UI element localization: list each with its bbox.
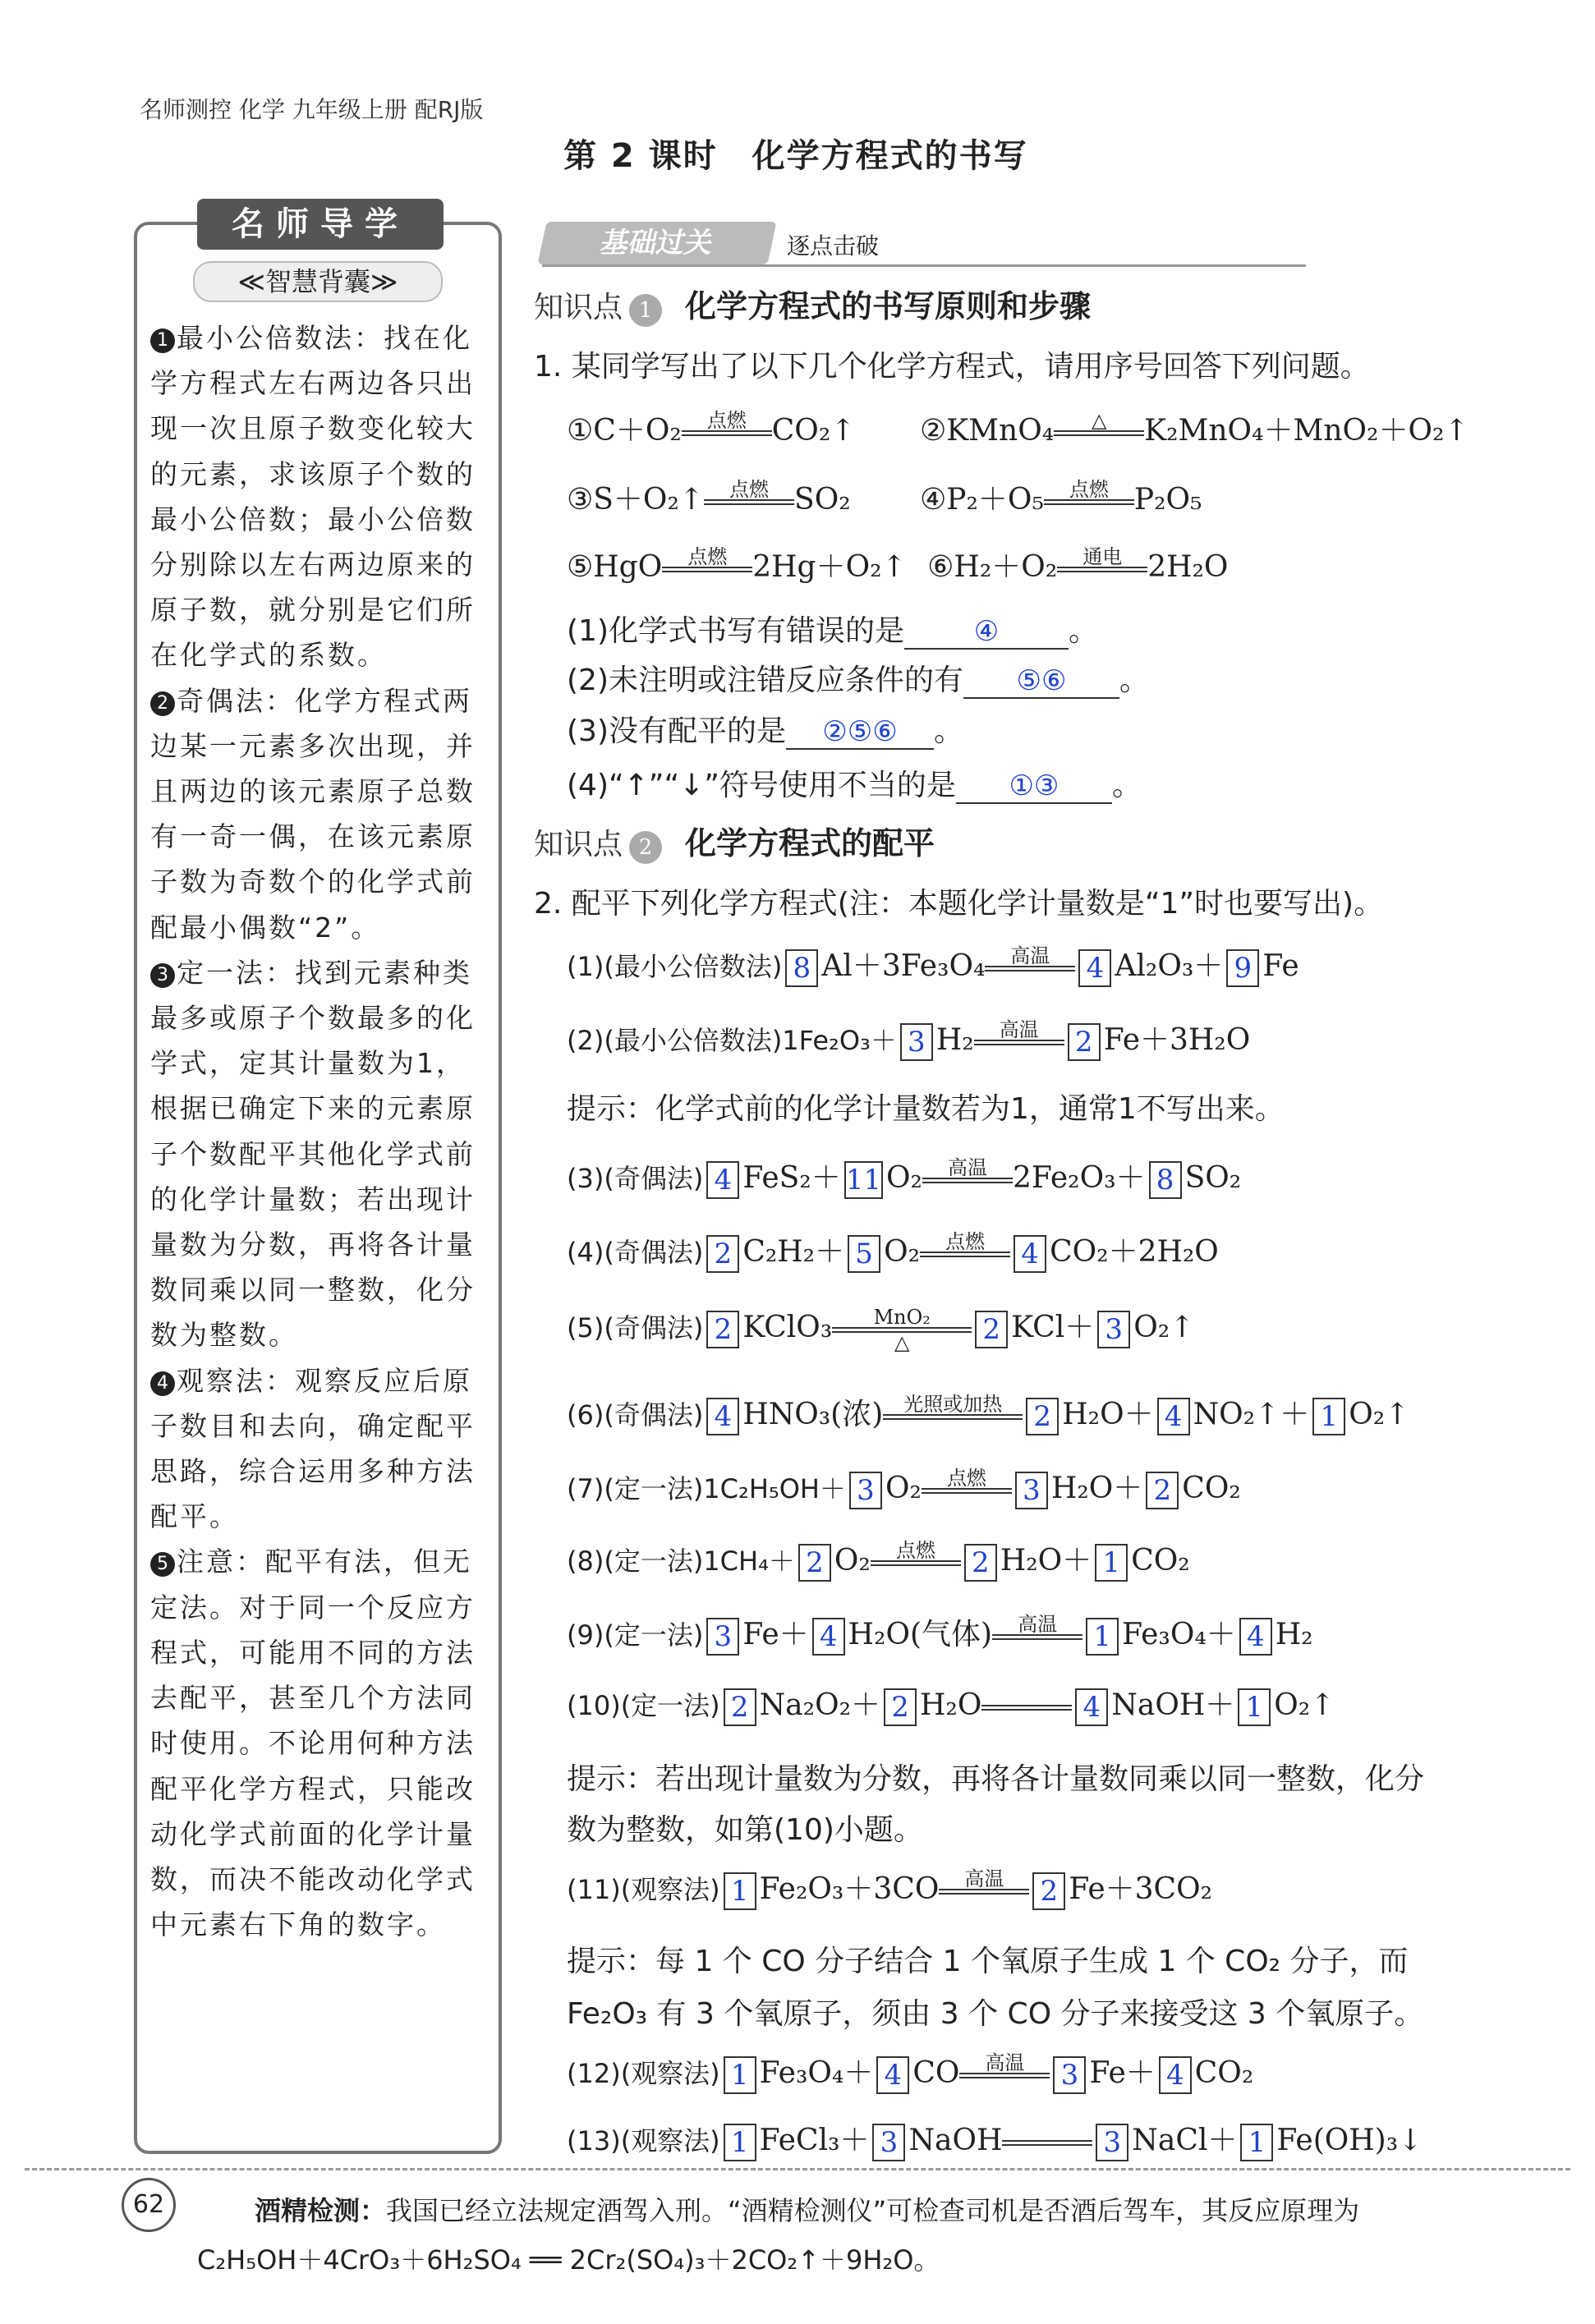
sidebar-tips [150,315,487,1947]
formula-text: Fe＋3CO₂ [1069,1872,1213,1906]
footer-note: 酒精检测：我国已经立法规定酒驾入刑。“酒精检测仪”可检查司机是否酒后驾车，其反应原理为 C₂H₅OH＋4CrO₃＋6H₂SO₄ ══ 2Cr₂(SO₄)₃＋2CO₂↑＋9H₂O。 [197,2195,1360,2276]
coefficient-box: 2 [884,1688,917,1726]
formula-text: FeCl₃＋ [759,2124,870,2157]
coefficient-box: 2 [706,1311,739,1348]
coefficient-box: 5 [848,1235,880,1273]
coefficient-box: 3 [706,1618,739,1656]
formula-text: NaOH [908,2124,1003,2157]
equation-row: ①C＋O₂ 点燃 CO₂↑ [567,407,855,456]
reaction-arrow-icon: 点燃 [682,411,772,456]
number-badge-icon: 3 [150,963,175,988]
coefficient-box: 8 [1149,1161,1182,1199]
formula-text: NO₂↑＋ [1193,1398,1310,1431]
reaction-arrow-icon: 光照或加热 [883,1394,1023,1440]
sub-question: (4)“↑”“↓”符号使用不当的是 ①③ 。 [567,769,1142,802]
sub-question: (2)未注明或注错反应条件的有 ⑤⑥ 。 [567,664,1150,697]
answer-text: ⑤⑥ [1016,664,1067,697]
formula-text: H₂O(气体) [848,1618,993,1651]
balancing-equation-row [567,1229,1219,1277]
reaction-arrow-icon: 点燃 [704,480,794,525]
coefficient-box: 3 [872,2124,905,2161]
formula-text: H₂O＋ [1050,1472,1143,1505]
formula-text: CO₂ [1182,1472,1241,1505]
formula-text: O₂↑ [1274,1688,1335,1722]
formula-text: Fe₃O₄＋ [759,2056,874,2090]
coefficient-box: 3 [900,1023,933,1061]
equation-label: (5)(奇偶法) [567,1312,704,1343]
coefficient-box: 3 [1053,2056,1086,2094]
formula-text: CO₂ [1131,1544,1190,1578]
coefficient-box: 2 [1026,1398,1059,1435]
coefficient-box: 4 [1157,1398,1190,1435]
coefficient-box: 2 [1032,1872,1065,1910]
balancing-equation-row [567,1611,1313,1660]
balancing-equation-row [567,1391,1409,1440]
formula-text: Fe＋ [1089,2056,1156,2090]
coefficient-box: 1 [1086,1618,1119,1656]
tip-item: 2 奇偶法：化学方程式两边某一元素多次出现，并且两边的该元素原子总数有一奇一偶，在该元素原子数为奇数个的化学式前配最小偶数“2”。 [150,684,476,944]
coefficient-box: 4 [1075,1688,1108,1726]
reaction-arrow-icon: 高温 [985,946,1075,991]
hint-text: 提示：化学式前的化学计量数若为1，通常1不写出来。 [567,1092,1285,1126]
reaction-arrow-icon: MnO₂ △ [832,1307,972,1353]
section-band: 基础过关 [537,222,776,264]
coefficient-box: 3 [1096,2124,1128,2161]
balancing-equation-row [567,2050,1253,2098]
formula-text: O₂ [885,1472,922,1505]
formula-text: Al＋3Fe₃O₄ [821,949,986,983]
reaction-arrow-icon: 高温 [974,1020,1064,1065]
formula-text: HNO₃(浓) [742,1398,884,1431]
coefficient-box: 2 [1068,1023,1101,1061]
formula-text: H₂ [935,1023,974,1057]
formula-text: NaOH＋ [1111,1688,1235,1722]
reaction-arrow-icon: 点燃 [920,1232,1010,1277]
tip-item: 1 最小公倍数法：找在化学方程式左右两边各只出现一次且原子数变化较大的元素，求该原子个数的最小公倍数；最小公倍数分别除以左右两边原来的原子数，就分别是它们所在化学式的系数。 [150,322,476,672]
equation-label: (8)(定一法)1CH₄＋ [567,1546,795,1577]
section-band-subtitle: 逐点击破 [787,232,880,259]
balancing-equation-row [567,943,1299,991]
coefficient-box: 3 [1097,1311,1130,1348]
reaction-arrow-icon: 点燃 [1044,480,1134,525]
coefficient-box: 4 [876,2056,909,2094]
coefficient-box: 2 [964,1544,997,1582]
formula-text: FeS₂＋ [742,1161,841,1195]
balancing-equation-row [567,1866,1212,1914]
formula-text: O₂ [886,1161,922,1195]
formula-text: Fe＋3H₂O [1103,1023,1251,1057]
formula-text: Fe(OH)₃↓ [1276,2124,1423,2157]
footer-divider [25,2168,1570,2170]
lesson-title: 第 2 课时 化学方程式的书写 [563,137,1028,175]
number-badge-icon: 1 [150,328,175,353]
formula-text: CO [912,2056,960,2090]
coefficient-box: 2 [1146,1472,1179,1509]
formula-text: C₂H₂＋ [742,1235,845,1269]
tip-item: 3 定一法：找到元素种类最多或原子个数最多的化学式，定其计量数为1，根据已确定下来的元素原子个数配平其他化学式前的化学计量数；若出现计量数为分数，再将各计量数同乘以同一整数，化分数为整数。 [150,956,476,1352]
formula-text: H₂O＋ [1062,1398,1154,1431]
formula-text: Fe＋ [742,1618,809,1651]
page-number: 62 [122,2178,176,2232]
hint-text: Fe₂O₃ 有 3 个氧原子，须由 3 个 CO 分子来接受这 3 个氧原子。 [567,1997,1424,2031]
formula-text: NaCl＋ [1132,2124,1238,2157]
tip-item: 5 注意：配平有法，但无定法。对于同一个反应方程式，可能用不同的方法去配平，甚至几个方法同时使用。不论用何种方法配平化学方程式，只能改动化学式前面的化学计量数，而决不能改动化学式中元素右下角的数字。 [150,1546,476,1941]
sub-question: (1)化学式书写有错误的是 ④ 。 [567,614,1099,648]
coefficient-box: 4 [706,1398,739,1435]
coefficient-box: 9 [1226,949,1259,987]
sidebar-subtitle: ≪智慧背囊≫ [193,261,443,302]
divider [542,264,1306,267]
formula-text: O₂↑ [1349,1398,1410,1431]
balancing-equation-row [567,1682,1335,1730]
equation-label: (12)(观察法) [567,2058,720,2089]
balancing-equation-row [567,1017,1250,1065]
reaction-arrow-icon: 高温 [922,1158,1013,1203]
hint-text: 提示：若出现计量数为分数，再将各计量数同乘以同一整数，化分 [567,1762,1425,1796]
reaction-arrow-icon: 高温 [959,2053,1050,2098]
coefficient-box: 1 [724,2056,756,2094]
equation-label: (4)(奇偶法) [567,1237,704,1268]
coefficient-box: 2 [975,1311,1008,1348]
formula-text: KCl＋ [1011,1311,1095,1344]
number-badge-icon: 4 [150,1371,175,1396]
formula-text: Fe₂O₃＋3CO [759,1872,940,1906]
formula-text: SO₂ [1184,1161,1242,1195]
formula-text: Fe₃O₄＋ [1122,1618,1236,1651]
formula-text: O₂ [884,1235,921,1269]
equation-row: ⑤HgO 点燃 2Hg＋O₂↑ ⑥H₂＋O₂ 通电 2H₂O [567,544,1228,592]
coefficient-box: 3 [849,1472,882,1509]
formula-text: 2Fe₂O₃＋ [1012,1161,1146,1195]
coefficient-box: 1 [1095,1544,1128,1582]
coefficient-box: 1 [1238,1688,1271,1726]
formula-text: H₂ [1275,1618,1313,1651]
coefficient-box: 1 [1240,2124,1273,2161]
reaction-arrow-icon: 高温 [992,1614,1082,1660]
coefficient-box: 2 [724,1688,756,1726]
equation-label: (2)(最小公倍数法)1Fe₂O₃＋ [567,1025,897,1056]
reaction-arrow-icon: 点燃 [662,547,752,592]
equation-row: ②KMnO₄ △ K₂MnO₄＋MnO₂＋O₂↑ [920,407,1469,456]
balancing-equation-row [567,2117,1423,2166]
coefficient-box: 1 [1312,1398,1345,1435]
question-2-stem: 2. 配平下列化学方程式(注：本题化学计量数是“1”时也要写出)。 [534,887,1384,921]
formula-text: Al₂O₃＋ [1115,949,1224,983]
equation-label: (9)(定一法) [567,1619,704,1651]
reaction-arrow-icon: △ [1054,411,1144,456]
coefficient-box: 4 [812,1618,845,1656]
equation-row: ③S＋O₂↑ 点燃 SO₂ [567,476,851,525]
equation-label: (10)(定一法) [567,1690,720,1721]
knowledge-point-2: 知识点 2 化学方程式的配平 [534,818,935,864]
coefficient-box: 4 [1078,949,1111,987]
tip-item: 4 观察法：观察反应后原子数目和去向，确定配平思路，综合运用多种方法配平。 [150,1364,476,1533]
number-badge-icon: 2 [150,691,175,716]
equation-label: (1)(最小公倍数法) [567,951,783,982]
formula-text: CO₂ [1194,2056,1254,2090]
sidebar-badge: 名师导学 [197,199,444,250]
answer-text: ②⑤⑥ [822,715,898,748]
coefficient-box: 1 [724,1872,756,1910]
sub-question: (3)没有配平的是 ②⑤⑥ 。 [567,714,964,748]
answer-text: ①③ [1009,769,1060,802]
formula-text: KClO₃ [742,1311,833,1344]
answer-text: ④ [973,615,1000,648]
coefficient-box: 4 [1014,1235,1046,1273]
reaction-arrow-icon: 通电 [1057,547,1147,592]
balancing-equation-row [567,1155,1241,1203]
formula-text: Na₂O₂＋ [759,1688,881,1722]
coefficient-box: 1 [724,2124,756,2161]
equation-row: ④P₂＋O₅ 点燃 P₂O₅ [920,476,1202,525]
equation-label: (6)(奇偶法) [567,1399,704,1431]
coefficient-box: 4 [706,1161,739,1199]
equation-label: (11)(观察法) [567,1874,720,1905]
equation-label: (3)(奇偶法) [567,1163,704,1194]
coefficient-box: 8 [785,949,818,987]
reaction-arrow-icon: 点燃 [922,1468,1012,1513]
reaction-arrow-icon: 高温 [939,1869,1029,1914]
reaction-arrow-icon [1002,2120,1092,2166]
reaction-arrow-icon [981,1685,1072,1730]
coefficient-box: 11 [844,1161,883,1199]
hint-text: 数为整数，如第(10)小题。 [567,1813,923,1847]
formula-text: O₂↑ [1133,1311,1195,1344]
coefficient-box: 2 [798,1544,831,1582]
knowledge-point-1: 知识点 1 化学方程式的书写原则和步骤 [534,281,1091,327]
coefficient-box: 4 [1159,2056,1192,2094]
hint-text: 提示：每 1 个 CO 分子结合 1 个氧原子生成 1 个 CO₂ 分子，而 [567,1945,1409,1978]
coefficient-box: 3 [1015,1472,1048,1509]
formula-text: H₂O＋ [1000,1544,1092,1578]
formula-text: O₂ [834,1544,871,1578]
formula-text: CO₂＋2H₂O [1050,1235,1219,1269]
coefficient-box: 4 [1239,1618,1272,1656]
coefficient-box: 2 [706,1235,739,1273]
book-header: 名师测控 化学 九年级上册 配RJ版 [140,96,484,123]
equation-label: (7)(定一法)1C₂H₅OH＋ [567,1473,846,1504]
formula-text: Fe [1262,949,1299,983]
equation-label: (13)(观察法) [567,2125,720,2156]
number-badge-icon: 5 [150,1552,175,1577]
formula-text: H₂O [920,1688,982,1722]
question-1-stem: 1. 某同学写出了以下几个化学方程式，请用序号回答下列问题。 [534,350,1370,384]
balancing-equation-row [567,1304,1194,1353]
balancing-equation-row [567,1537,1190,1586]
balancing-equation-row [567,1465,1241,1513]
reaction-arrow-icon: 点燃 [871,1541,961,1586]
